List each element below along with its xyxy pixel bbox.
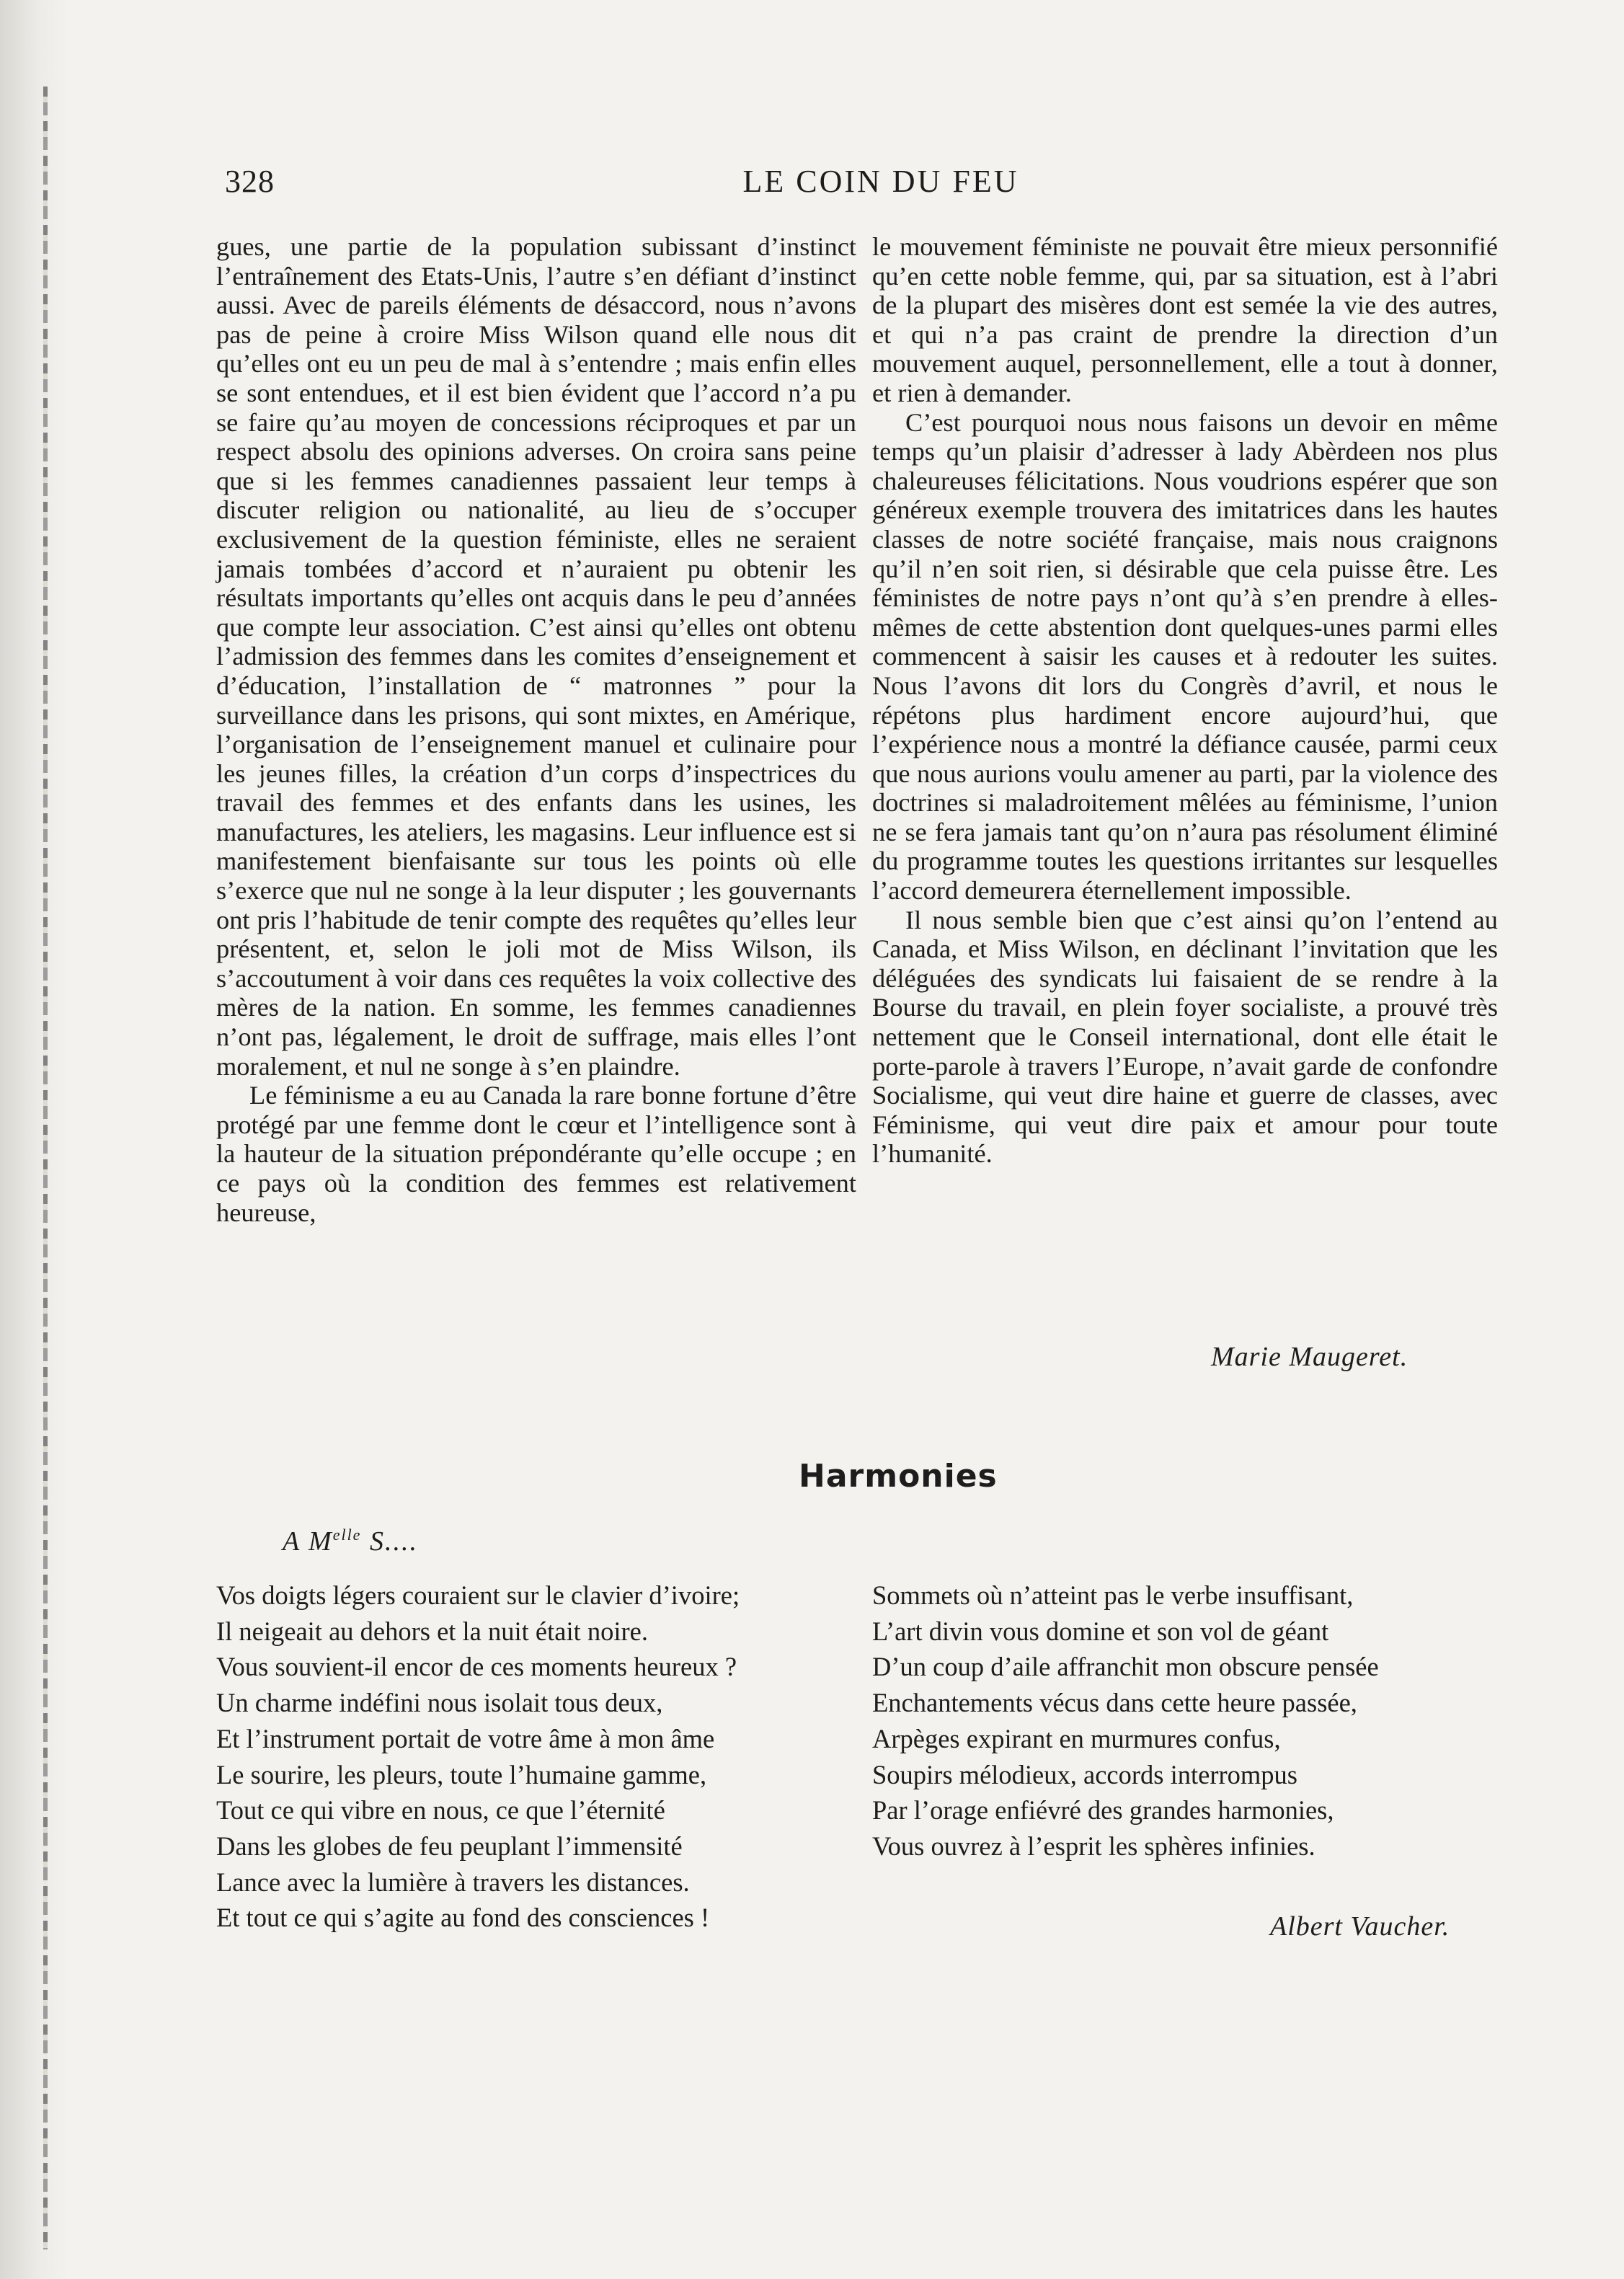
poem-line: Vos doigts légers couraient sur le clavier d’ivoire; — [216, 1580, 740, 1610]
poem-line: Soupirs mélodieux, accords interrompus — [872, 1759, 1297, 1789]
poem-line: Le sourire, les pleurs, toute l’humaine gamme, — [216, 1759, 707, 1789]
article-paragraph: C’est pourquoi nous nous faisons un devoir en même temps qu’un plaisir d’adresser à lady Abèrdeen nos plus chaleureuses félicitations. Nous voudrions espérer que son généreux exemple trouvera des imitatrices dans les hautes classes de notre société française, mais nous craignons qu’il n’en soit rien, si désirable que cela puisse être. Les féministes de notre pays n’ont qu’à s’en prendre à elles-mêmes de cette abstention dont quelques-unes parmi elles commencent à saisir les causes et à redouter les suites. Nous l’avons dit lors du Congrès d’avril, et nous le répétons plus hardiment encore aujourd’hui, que l’expérience nous a montré la défiance causée, parmi ceux que nous aurions voulu amener au parti, par la violence des doctrines si maladroitement mêlées au féminisme, l’union ne se fera jamais tant qu’on n’aura pas résolument éliminé du programme toutes les questions irritantes sur lesquelles l’accord demeurera éternellement impossible. — [872, 407, 1498, 906]
poem-line: Et tout ce qui s’agite au fond des consciences ! — [216, 1903, 710, 1933]
poem-line: Lance avec la lumière à travers les distances. — [216, 1867, 690, 1897]
poem-line: Et l’instrument portait de votre âme à mon âme — [216, 1723, 715, 1753]
article-signature: Marie Maugeret. — [1211, 1342, 1408, 1372]
poem-line: Arpèges expirant en murmures confus, — [872, 1723, 1281, 1753]
dedication-prefix: A M — [283, 1526, 333, 1557]
running-title: LE COIN DU FEU — [742, 164, 1019, 199]
page-number: 328 — [225, 164, 275, 199]
article-paragraph: Le féminisme a eu au Canada la rare bonne fortune d’être protégé par une femme dont le cœur et l’intelligence sont à la hauteur de la situation prépondérante qu’elle occupe ; en ce pays où la condition des femmes est relativement heureuse, — [216, 1081, 856, 1227]
poem-line: Dans les globes de feu peuplant l’immensité — [216, 1831, 683, 1861]
poem-line: L’art divin vous domine et son vol de géant — [872, 1616, 1329, 1646]
poem-line: D’un coup d’aile affranchit mon obscure pensée — [872, 1652, 1379, 1682]
poem-line: Il neigeait au dehors et la nuit était noire. — [216, 1616, 648, 1646]
article-column-left — [216, 232, 856, 1227]
poem-line: Sommets où n’atteint pas le verbe insuffisant, — [872, 1580, 1354, 1610]
poem-signature: Albert Vaucher. — [1270, 1911, 1450, 1942]
poem-title: Harmonies — [799, 1458, 998, 1495]
poem-dedication — [283, 1526, 418, 1557]
poem-stanza-right — [872, 1577, 1507, 1864]
dedication-suffix: S.... — [361, 1526, 418, 1557]
article-paragraph: gues, une partie de la population subissant d’instinct l’entraînement des Etats-Unis, l’autre s’en défiant d’instinct aussi. Avec de pareils éléments de désaccord, nous n’avons pas de peine à croire Miss Wilson quand elle nous dit qu’elles ont eu un peu de mal à s’entendre ; mais enfin elles se sont entendues, et il est bien évident que l’accord n’a pu se faire qu’au moyen de concessions réciproques et par un respect absolu des opinions adverses. On croira sans peine que si les femmes canadiennes passaient leur temps à discuter religion ou nationalité, au lieu de s’occuper exclusivement de la question féministe, elles ne seraient jamais tombées d’accord et n’auraient pu obtenir les résultats importants qu’elles ont acquis dans le peu d’années que compte leur association. C’est ainsi qu’elles ont obtenu l’admission des femmes dans les comites d’enseignement et d’éducation, l’installation de “ matronnes ” pour la surveillance dans les prisons, qui sont mixtes, en Amérique, l’organisation de l’enseignement manuel et culinaire pour les jeunes filles, la création d’un corps d’inspectrices du travail des femmes et des enfants dans les usines, les manufactures, les ateliers, les magasins. Leur influence est si manifestement bienfaisante sur tous les points où elle s’exerce que nul ne songe à la leur disputer ; les gouvernants ont pris l’habitude de tenir compte des requêtes qu’elles leur présentent, et, selon le joli mot de Miss Wilson, ils s’accoutument à voir dans ces requêtes la voix collective des mères de la nation. En somme, les femmes canadiennes n’ont pas, légalement, le droit de suffrage, mais elles l’ont moralement, et nul ne songe à s’en plaindre. — [216, 232, 856, 1081]
poem-line: Par l’orage enfiévré des grandes harmonies, — [872, 1795, 1334, 1826]
article-paragraph: le mouvement féministe ne pouvait être mieux personnifié qu’en cette noble femme, qui, par sa situation, est à l’abri de la plupart des misères dont est semée la vie des autres, et qui n’a pas craint de prendre la direction d’un mouvement auquel, personnellement, elle a tout à donner, et rien à demander. — [872, 232, 1498, 407]
poem-line: Enchantements vécus dans cette heure passée, — [872, 1688, 1357, 1718]
dedication-superscript: elle — [332, 1526, 362, 1544]
poem-line: Vous ouvrez à l’esprit les sphères infinies. — [872, 1831, 1315, 1861]
poem-line: Un charme indéfini nous isolait tous deux, — [216, 1688, 663, 1718]
poem-line: Tout ce qui vibre en nous, ce que l’éternité — [216, 1795, 665, 1826]
poem-line: Vous souvient-il encor de ces moments heureux ? — [216, 1652, 737, 1682]
page-header — [225, 163, 1479, 206]
poem-stanza-left — [216, 1577, 851, 1936]
article-paragraph: Il nous semble bien que c’est ainsi qu’on l’entend au Canada, et Miss Wilson, en déclinant l’invitation que les déléguées des syndicats lui faisaient de se rendre à la Bourse du travail, en plein foyer socialiste, a prouvé très nettement que le Conseil international, dont elle était le porte-parole à travers l’Europe, n’avait garde de confondre Socialisme, qui veut dire haine et guerre de classes, avec Féminisme, qui veut dire paix et amour pour toute l’humanité. — [872, 905, 1498, 1169]
book-binding-edge — [0, 0, 68, 2279]
article-column-right — [872, 232, 1498, 1169]
